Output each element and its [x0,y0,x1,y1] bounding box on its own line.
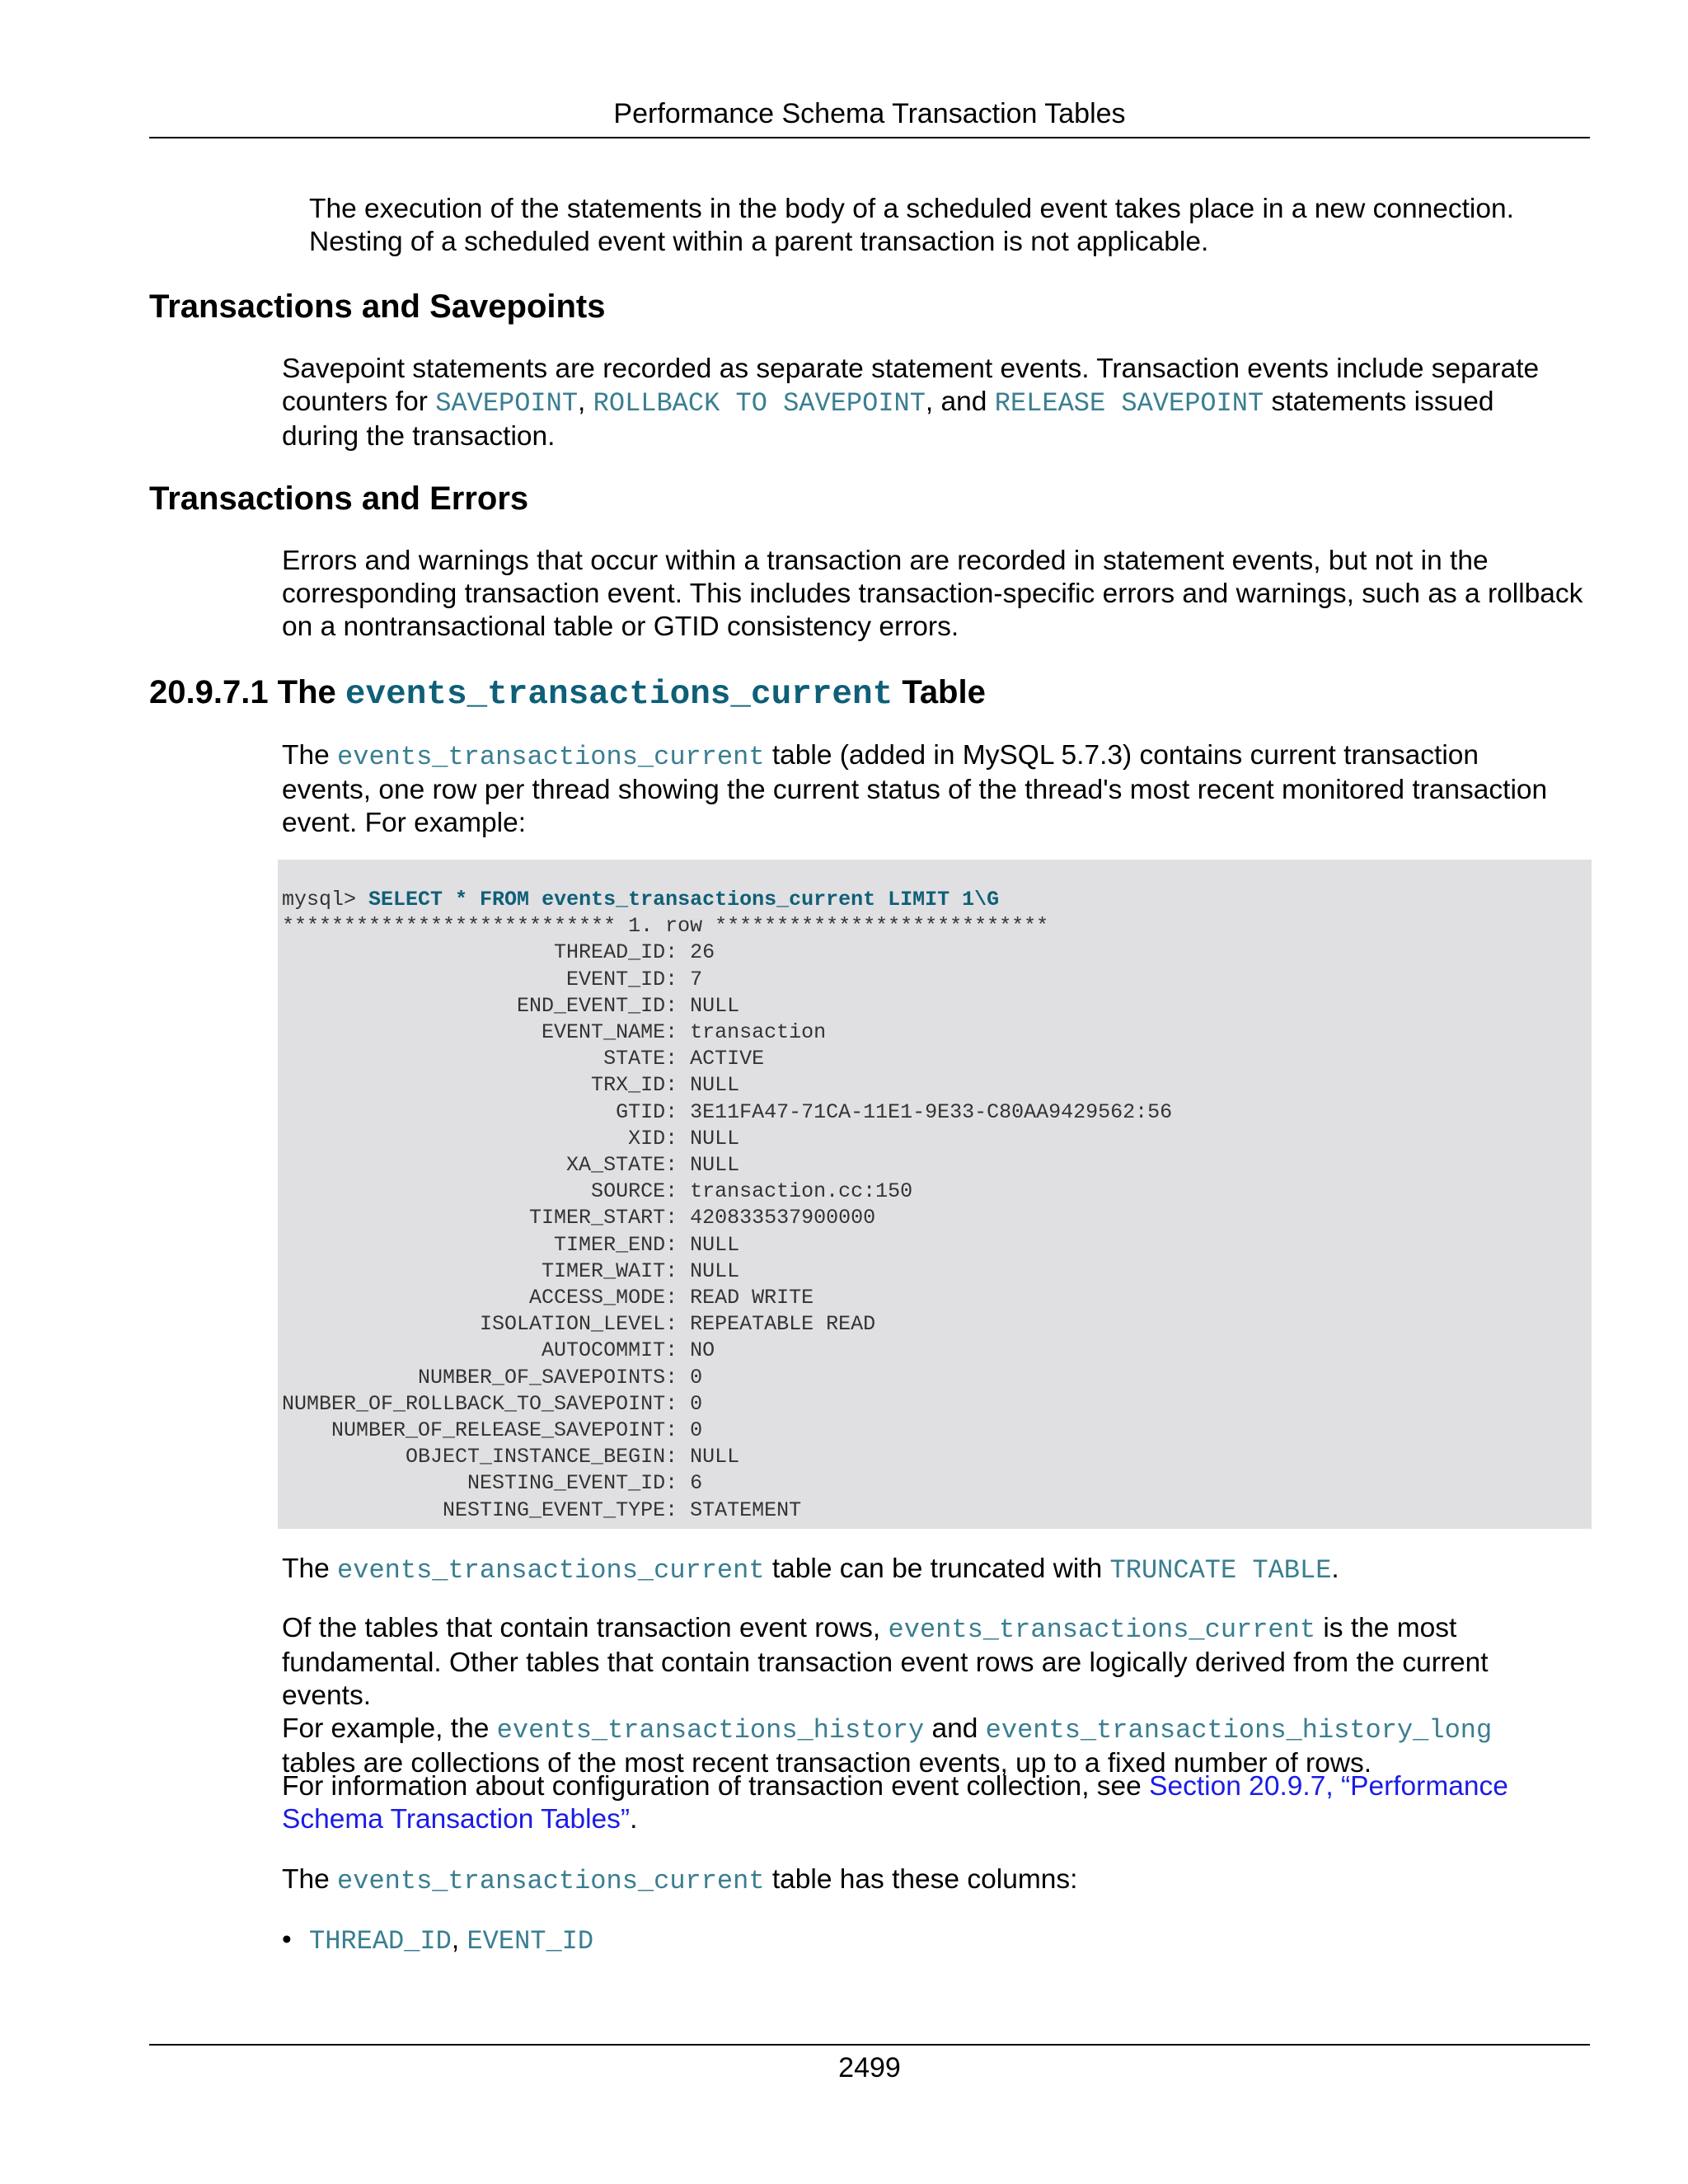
code-output-line: EVENT_NAME: transaction [282,1020,827,1045]
config-paragraph [282,1770,1584,1836]
section-intro-paragraph [282,739,1584,840]
intro-line: The execution of the statements in the body of a scheduled event takes place in a new connection. [309,194,1514,224]
paragraph-line: Errors and warnings that occur within a transaction are recorded in statement events, but not in the [282,546,1489,576]
text-run: and [924,1713,986,1744]
text-run: is the most [1315,1613,1457,1643]
section-number: 20.9.7.1 The [149,674,345,710]
code-output-line: TIMER_WAIT: NULL [282,1258,740,1283]
text-run: table can be truncated with [764,1554,1110,1584]
section-link[interactable]: Section 20.9.7, “Performance [1149,1771,1508,1802]
paragraph-line: corresponding transaction event. This includes transaction-specific errors and warnings, such as a rollback [282,579,1583,609]
code-output-line: STATE: ACTIVE [282,1047,765,1071]
footer-rule [149,2044,1590,2046]
code-events-transactions-history[interactable]: events_transactions_history [496,1715,925,1746]
code-output-line: *************************** 1. row *************************** [282,914,1049,939]
code-output-line: NUMBER_OF_SAVEPOINTS: 0 [282,1365,703,1390]
paragraph-line: Savepoint statements are recorded as separate statement events. Transaction events include separate [282,354,1540,384]
columns-paragraph [282,1863,1584,1898]
column-list-item [282,1924,593,1958]
paragraph-line [282,1863,1584,1898]
paragraph-line: on a nontransactional table or GTID consistency errors. [282,612,959,642]
text-run: counters for [282,387,436,417]
code-events-transactions-history-long[interactable]: events_transactions_history_long [985,1715,1493,1746]
heading-savepoints: Transactions and Savepoints [149,288,606,325]
code-output-line: EVENT_ID: 7 [282,967,703,991]
code-events-transactions-current[interactable]: events_transactions_current [337,1555,765,1586]
code-output-line: ACCESS_MODE: READ WRITE [282,1286,814,1310]
text-run: The [282,1554,338,1584]
code-prompt-line [282,887,1172,913]
code-output-line: TRX_ID: NULL [282,1073,740,1098]
paragraph-line [282,1803,1584,1836]
code-output-line: SOURCE: transaction.cc:150 [282,1179,913,1204]
code-savepoint[interactable]: SAVEPOINT [435,388,579,419]
paragraph-line [282,1713,1584,1747]
code-event-id[interactable]: EVENT_ID [467,1926,594,1957]
paragraph-line [282,386,1584,420]
code-truncate-table[interactable]: TRUNCATE TABLE [1109,1555,1332,1586]
bullet-marker: • [282,1924,292,1955]
fundamental-paragraph [282,1612,1584,1780]
text-run: The [282,1864,338,1895]
paragraph-line: tables are collections of the most recent transaction events, up to a fixed number of rows. [282,1748,1372,1779]
text-run: For example, the [282,1713,497,1744]
code-events-transactions-current[interactable]: events_transactions_current [888,1615,1316,1645]
page-number: 2499 [838,2052,901,2083]
header-rule [149,137,1590,138]
truncate-paragraph [282,1553,1584,1587]
code-output-line: END_EVENT_ID: NULL [282,993,740,1018]
code-rollback-to-savepoint[interactable]: ROLLBACK TO SAVEPOINT [593,388,926,419]
paragraph-line [282,1553,1584,1587]
paragraph-line [282,739,1584,774]
intro-line: Nesting of a scheduled event within a parent transaction is not applicable. [309,227,1209,257]
text-run: . [1331,1554,1339,1584]
text-run: statements issued [1264,387,1494,417]
savepoints-paragraph [282,353,1584,453]
code-events-transactions-current[interactable]: events_transactions_current [337,1866,765,1896]
code-output-line: AUTOCOMMIT: NO [282,1338,715,1363]
text-run: table has these columns: [764,1864,1078,1895]
errors-paragraph [282,545,1584,644]
code-output-line: ISOLATION_LEVEL: REPEATABLE READ [282,1312,876,1337]
section-code: events_transactions_current [345,676,893,714]
code-thread-id[interactable]: THREAD_ID [309,1926,452,1957]
section-heading [149,671,986,716]
code-example-text [282,887,1172,1524]
paragraph-line [282,1612,1584,1647]
code-output-line: NESTING_EVENT_TYPE: STATEMENT [282,1497,802,1522]
code-command: SELECT * FROM events_transactions_current LIMIT 1\G [368,888,1000,912]
paragraph-line: during the transaction. [282,421,556,452]
text-run: . [630,1804,638,1835]
heading-errors: Transactions and Errors [149,480,529,517]
code-output-line: NESTING_EVENT_ID: 6 [282,1471,703,1496]
code-output-line: OBJECT_INSTANCE_BEGIN: NULL [282,1445,740,1469]
code-output-line: NUMBER_OF_RELEASE_SAVEPOINT: 0 [282,1418,703,1443]
text-run: , [578,387,593,417]
section-suffix: Table [893,674,986,710]
paragraph-line: event. For example: [282,808,527,838]
intro-paragraph [309,193,1578,259]
code-output-line: XA_STATE: NULL [282,1153,740,1178]
code-prompt: mysql> [282,888,369,912]
text-run: The [282,740,338,771]
code-output-line: TIMER_START: 420833537900000 [282,1206,876,1230]
code-release-savepoint[interactable]: RELEASE SAVEPOINT [994,388,1264,419]
code-output-line: NUMBER_OF_ROLLBACK_TO_SAVEPOINT: 0 [282,1391,703,1416]
code-output-line: GTID: 3E11FA47-71CA-11E1-9E33-C80AA9429562:56 [282,1099,1173,1124]
section-link[interactable]: Schema Transaction Tables” [282,1804,631,1835]
code-output-line: THREAD_ID: 26 [282,940,715,965]
code-events-transactions-current[interactable]: events_transactions_current [337,742,765,772]
running-header: Performance Schema Transaction Tables [613,98,1126,129]
paragraph-line: events, one row per thread showing the current status of the thread's most recent monitored transaction [282,775,1548,805]
paragraph-line [282,1770,1584,1803]
text-run: Of the tables that contain transaction event rows, [282,1613,889,1643]
text-run: For information about configuration of transaction event collection, see [282,1771,1150,1802]
text-run: table (added in MySQL 5.7.3) contains current transaction [764,740,1479,771]
code-output-line: TIMER_END: NULL [282,1232,740,1257]
text-run: , and [925,387,995,417]
code-output-line: XID: NULL [282,1126,740,1151]
text-run: , [451,1924,467,1955]
paragraph-line: fundamental. Other tables that contain transaction event rows are logically derived from the current events. [282,1647,1489,1711]
